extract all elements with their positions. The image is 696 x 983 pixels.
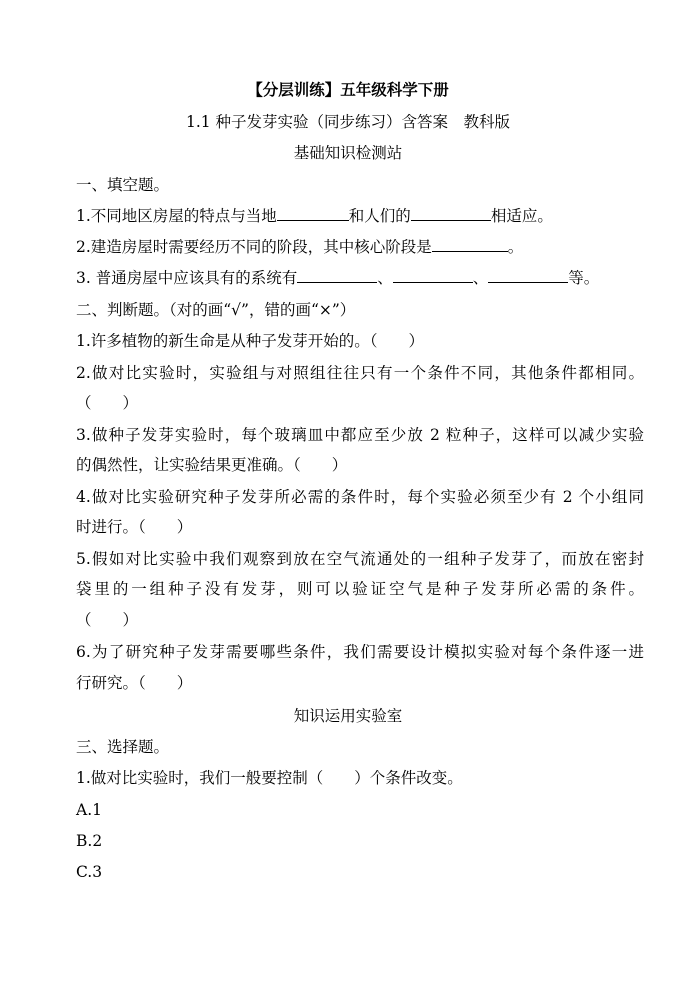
fill-q3-blank-1[interactable]	[297, 268, 377, 283]
judge-question-6-line-1: 6.为了研究种子发芽需要哪些条件，我们需要设计模拟实验对每个条件逐一进	[76, 643, 644, 661]
fill-heading: 一、填空题。	[76, 176, 170, 194]
judge-heading: 二、判断题。（对的画“√”，错的画“×”）	[76, 301, 356, 319]
section-heading-basic: 基础知识检测站	[293, 144, 403, 162]
fill-q1-blank-1[interactable]	[277, 206, 349, 221]
judge-question-1: 1.许多植物的新生命是从种子发芽开始的。（ ）	[76, 332, 425, 350]
judge-question-2-line-2: （ ）	[76, 394, 139, 412]
judge-question-4-line-2: 时进行。（ ）	[76, 518, 193, 536]
fill-q3-sep-2: 、	[472, 269, 489, 287]
fill-q3-sep-1: 、	[377, 269, 393, 287]
judge-question-3-line-1: 3.做种子发芽实验时，每个玻璃皿中都应至少放 2 粒种子，这样可以减少实验	[76, 426, 644, 444]
judge-question-6-line-2: 行研究。（ ）	[76, 674, 193, 692]
choice-option-c: C.3	[76, 863, 103, 881]
fill-question-1	[76, 205, 644, 227]
fill-q1-text-a: 1.不同地区房屋的特点与当地	[76, 207, 277, 225]
choice-option-b: B.2	[76, 832, 103, 850]
fill-q3-text-a: 3. 普通房屋中应该具有的系统有	[76, 269, 298, 287]
fill-q3-blank-3[interactable]	[488, 268, 568, 283]
choice-question-1: 1.做对比实验时，我们一般要控制（ ）个条件改变。	[76, 769, 463, 787]
judge-question-4-line-1: 4.做对比实验研究种子发芽所必需的条件时，每个实验必须至少有 2 个小组同	[76, 488, 644, 506]
section-heading-application: 知识运用实验室	[293, 707, 403, 725]
judge-question-5-line-2: 袋里的一组种子没有发芽，则可以验证空气是种子发芽所必需的条件。	[76, 580, 644, 598]
fill-q2-text-a: 2.建造房屋时需要经历不同的阶段，其中核心阶段是	[76, 238, 432, 256]
page-subtitle: 1.1 种子发芽实验（同步练习）含答案 教科版	[185, 113, 511, 131]
judge-question-3-line-2: 的偶然性，让实验结果更准确。（ ）	[76, 456, 348, 474]
fill-q3-blank-2[interactable]	[393, 268, 473, 283]
fill-question-2	[76, 236, 644, 258]
judge-question-2-line-1: 2.做对比实验时，实验组与对照组往往只有一个条件不同，其他条件都相同。	[76, 364, 644, 382]
choice-heading: 三、选择题。	[76, 738, 170, 756]
fill-q1-blank-2[interactable]	[411, 206, 491, 221]
judge-question-5-line-3: （ ）	[76, 611, 139, 629]
fill-q1-text-c: 相适应。	[490, 207, 553, 225]
fill-q3-text-b: 等。	[568, 269, 600, 287]
page-title: 【分层训练】五年级科学下册	[247, 80, 449, 99]
fill-question-3	[76, 267, 644, 289]
judge-question-5-line-1: 5.假如对比实验中我们观察到放在空气流通处的一组种子发芽了，而放在密封	[76, 550, 644, 568]
choice-option-a: A.1	[76, 801, 102, 819]
fill-q2-blank[interactable]	[432, 237, 508, 252]
fill-q1-text-b: 和人们的	[348, 207, 411, 225]
fill-q2-text-b: 。	[507, 238, 524, 256]
